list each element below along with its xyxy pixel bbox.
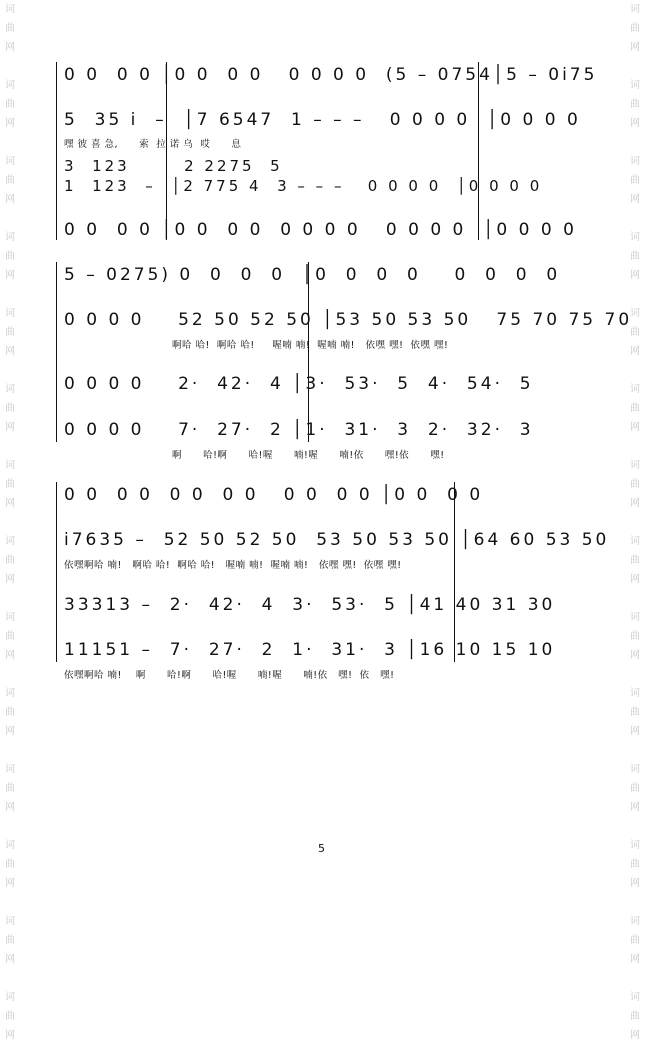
watermark-gap [3,817,17,836]
barline [308,262,309,442]
watermark-glyph: 词 [630,384,640,395]
staff-row: 3 123 2 2275 5 1 123 – │2 775 4 3 – – – 0 0 0 0 │0 0 0 0 [64,157,543,195]
watermark-gap [628,1045,642,1064]
staff-row: 0 0 0 0 7· 27· 2 │1· 31· 3 2· 32· 3 [64,420,534,440]
watermark-glyph: 词 [630,460,640,471]
watermark-glyph: 曲 [630,23,640,34]
staff-row: 5 – 0275) 0 0 0 0 │0 0 0 0 0 0 0 0 [64,265,561,285]
watermark-gap [3,741,17,760]
watermark-glyph: 曲 [630,935,640,946]
watermark-glyph: 曲 [5,23,15,34]
watermark-glyph: 曲 [630,1011,640,1022]
watermark-glyph: 曲 [5,555,15,566]
watermark-gap [628,437,642,456]
watermark-glyph: 网 [5,194,15,205]
watermark-glyph: 曲 [630,859,640,870]
staff-row: 11151 – 7· 27· 2 1· 31· 3 │16 10 15 10 [64,640,556,660]
watermark-glyph: 网 [5,118,15,129]
watermark-glyph: 网 [630,1030,640,1041]
watermark-glyph: 曲 [5,99,15,110]
watermark-glyph: 曲 [630,555,640,566]
watermark-glyph: 网 [5,802,15,813]
watermark-glyph: 词 [630,80,640,91]
staff-row: 5 35 i – │7 6547 1 – – – 0 0 0 0 │0 0 0 0 [64,110,581,130]
watermark-glyph: 词 [5,4,15,15]
system-bracket [56,482,57,662]
watermark-glyph: 网 [630,118,640,129]
watermark-glyph: 词 [5,232,15,243]
watermark-glyph: 词 [630,232,640,243]
watermark-glyph: 网 [5,650,15,661]
watermark-glyph: 网 [630,346,640,357]
watermark-glyph: 网 [5,498,15,509]
staff-row: 33313 – 2· 42· 4 3· 53· 5 │41 40 31 30 [64,595,556,615]
watermark-glyph: 网 [5,954,15,965]
watermark-glyph: 网 [630,270,640,281]
watermark-glyph: 词 [630,536,640,547]
watermark-gap [3,285,17,304]
watermark-glyph: 曲 [5,783,15,794]
watermark-gap [3,133,17,152]
watermark-gap [628,969,642,988]
watermark-glyph: 词 [5,460,15,471]
watermark-gap [628,589,642,608]
watermark-glyph: 词 [5,536,15,547]
watermark-glyph: 词 [630,156,640,167]
watermark-gap [628,817,642,836]
watermark-glyph: 网 [630,574,640,585]
watermark-glyph: 词 [630,308,640,319]
watermark-glyph: 词 [630,612,640,623]
watermark-gap [3,361,17,380]
watermark-glyph: 词 [630,992,640,1003]
watermark-glyph: 曲 [630,631,640,642]
watermark-glyph: 词 [5,992,15,1003]
watermark-glyph: 曲 [630,707,640,718]
watermark-gap [3,57,17,76]
staff-row: 0 0 0 0 │0 0 0 0 0 0 0 0 (5 – 0754│5 – 0i75 [64,65,598,85]
staff-row: 0 0 0 0 52 50 52 50 │53 50 53 50 75 70 75 70 [64,310,633,330]
watermark-gap [3,437,17,456]
barline [454,482,455,662]
watermark-glyph: 词 [5,308,15,319]
watermark-glyph: 曲 [630,175,640,186]
watermark-glyph: 曲 [630,327,640,338]
watermark-gap [628,361,642,380]
watermark-gap [628,57,642,76]
staff-row: 0 0 0 0 0 0 0 0 0 0 0 0 │0 0 0 0 [64,485,484,505]
watermark-glyph: 网 [630,42,640,53]
watermark-gap [3,513,17,532]
watermark-glyph: 曲 [5,403,15,414]
watermark-gap [628,133,642,152]
system-bracket [56,62,57,240]
watermark-gap [628,741,642,760]
watermark-gap [628,893,642,912]
watermark-glyph: 网 [630,878,640,889]
watermark-glyph: 网 [630,954,640,965]
watermark-glyph: 曲 [630,99,640,110]
watermark-gap [3,969,17,988]
system-bracket [56,262,57,442]
watermark-gap [628,665,642,684]
barline [166,62,167,240]
watermark-glyph: 曲 [630,251,640,262]
watermark-gap [628,513,642,532]
watermark-glyph: 词 [630,916,640,927]
staff-row: 0 0 0 0 2· 42· 4 │3· 53· 5 4· 54· 5 [64,374,534,394]
watermark-glyph: 网 [630,422,640,433]
watermark-glyph: 曲 [5,251,15,262]
watermark-glyph: 词 [630,688,640,699]
watermark-glyph: 曲 [630,479,640,490]
watermark-glyph: 词 [5,156,15,167]
watermark-glyph: 网 [630,802,640,813]
watermark-left [3,0,17,1064]
watermark-glyph: 网 [630,194,640,205]
watermark-glyph: 词 [5,612,15,623]
staff-row: 0 0 0 0 │0 0 0 0 0 0 0 0 0 0 0 0 │0 0 0 0 [64,220,577,240]
watermark-glyph: 曲 [5,935,15,946]
watermark-glyph: 曲 [5,1011,15,1022]
watermark-gap [3,893,17,912]
watermark-glyph: 曲 [5,631,15,642]
watermark-glyph: 网 [5,270,15,281]
lyrics-line: 嘿 彼 喜 急, 索 拉 诺 乌 哎 息 [64,139,242,150]
watermark-glyph: 网 [630,650,640,661]
watermark-glyph: 曲 [630,403,640,414]
lyrics-line: 依嘿啊哈 喃! 啊 哈!啊 哈!喔 喃!喔 喃!依 嘿! 依 嘿! [64,670,395,681]
watermark-glyph: 曲 [5,327,15,338]
watermark-glyph: 词 [630,840,640,851]
watermark-glyph: 词 [5,384,15,395]
watermark-glyph: 词 [5,764,15,775]
watermark-glyph: 网 [630,498,640,509]
watermark-glyph: 词 [5,688,15,699]
watermark-gap [628,285,642,304]
page-number: 5 [318,842,325,855]
watermark-glyph: 网 [5,1030,15,1041]
watermark-gap [628,209,642,228]
watermark-glyph: 网 [5,346,15,357]
watermark-glyph: 网 [5,726,15,737]
watermark-glyph: 曲 [5,859,15,870]
watermark-gap [3,589,17,608]
lyrics-line: 依嘿啊哈 喃! 啊哈 哈! 啊哈 哈! 喔喃 喃! 喔喃 喃! 依嘿 嘿! 依嘿 嘿! [64,560,402,571]
watermark-glyph: 词 [5,80,15,91]
watermark-glyph: 词 [630,764,640,775]
barline [478,62,479,240]
watermark-glyph: 词 [5,840,15,851]
lyrics-line: 啊 哈!啊 哈!喔 喃!喔 喃!依 嘿!依 嘿! [172,450,445,461]
watermark-glyph: 网 [630,726,640,737]
watermark-glyph: 曲 [5,175,15,186]
staff-row: i7635 – 52 50 52 50 53 50 53 50 │64 60 53 50 [64,530,610,550]
watermark-glyph: 词 [630,4,640,15]
watermark-glyph: 网 [5,42,15,53]
lyrics-line: 啊哈 哈! 啊哈 哈! 喔喃 喃! 喔喃 喃! 依嘿 嘿! 依嘿 嘿! [172,340,449,351]
watermark-glyph: 网 [5,422,15,433]
watermark-glyph: 曲 [630,783,640,794]
watermark-gap [3,1045,17,1064]
watermark-glyph: 网 [5,574,15,585]
watermark-right [628,0,642,1064]
watermark-gap [3,665,17,684]
watermark-glyph: 网 [5,878,15,889]
watermark-glyph: 曲 [5,707,15,718]
watermark-glyph: 曲 [5,479,15,490]
watermark-gap [3,209,17,228]
watermark-glyph: 词 [5,916,15,927]
